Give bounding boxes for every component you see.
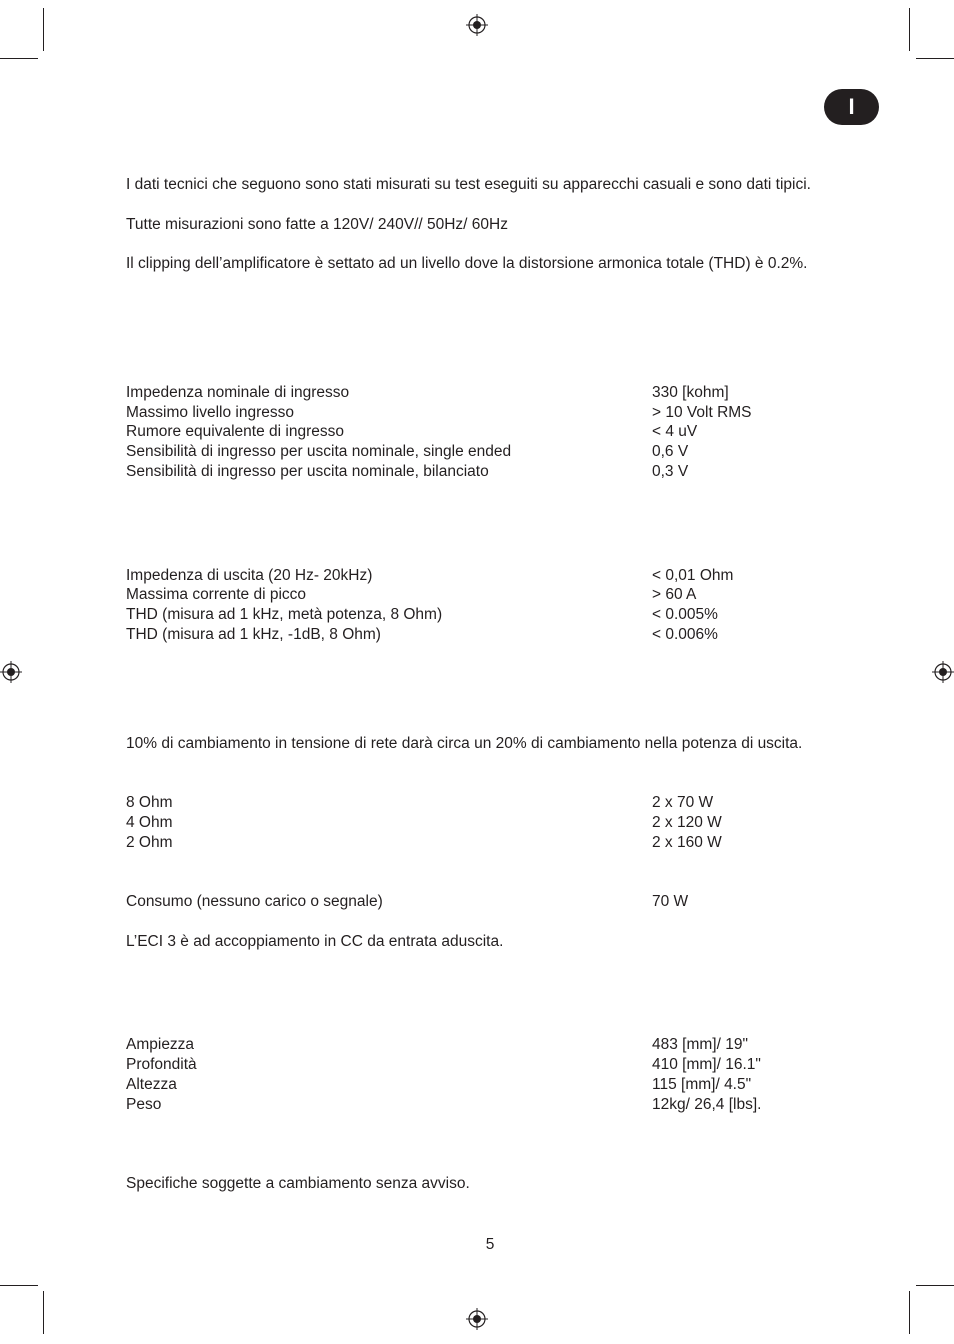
spec-value: > 10 Volt RMS <box>652 404 752 421</box>
dimension-row <box>126 1055 838 1075</box>
measurement-conditions: Tutte misurazioni sono fatte a 120V/ 240V// 50Hz/ 60Hz <box>126 216 508 233</box>
spec-label: Rumore equivalente di ingresso <box>126 423 344 440</box>
power-row <box>126 793 838 813</box>
power-variation-note: 10% di cambiamento in tensione di rete darà circa un 20% di cambiamento nella potenza di uscita. <box>126 735 803 752</box>
crop-mark-top-right-horizontal <box>916 58 954 59</box>
crop-mark-bottom-left-vertical <box>43 1291 44 1334</box>
power-value: 2 x 120 W <box>652 814 722 831</box>
spec-row <box>126 422 838 442</box>
page-number: 5 <box>485 1236 495 1253</box>
spec-row <box>126 462 838 482</box>
power-value: 2 x 160 W <box>652 834 722 851</box>
spec-row <box>126 442 838 462</box>
load-label: 8 Ohm <box>126 794 173 811</box>
spec-value: 0,3 V <box>652 463 689 480</box>
spec-label: Impedenza nominale di ingresso <box>126 384 350 401</box>
spec-row <box>126 585 838 605</box>
language-badge: I <box>824 89 879 125</box>
spec-value: > 60 A <box>652 586 697 603</box>
dimension-label: Ampiezza <box>126 1036 195 1053</box>
registration-mark-top-icon <box>466 14 488 36</box>
specifications-disclaimer: Specifiche soggette a cambiamento senza avviso. <box>126 1175 470 1192</box>
spec-value: < 4 uV <box>652 423 698 440</box>
spec-value: < 0,01 Ohm <box>652 567 734 584</box>
dimension-label: Profondità <box>126 1056 197 1073</box>
intro-paragraph: I dati tecnici che seguono sono stati misurati su test eseguiti su apparecchi casuali e sono dati tipici. <box>126 176 811 193</box>
crop-mark-bottom-right-horizontal <box>916 1285 954 1286</box>
spec-row <box>126 403 838 423</box>
dimension-row <box>126 1035 838 1055</box>
crop-mark-top-right-vertical <box>909 8 910 51</box>
power-row <box>126 813 838 833</box>
spec-label: Massima corrente di picco <box>126 586 307 603</box>
dimension-value: 12kg/ 26,4 [lbs]. <box>652 1096 762 1113</box>
consumption-label: Consumo (nessuno carico o segnale) <box>126 893 383 910</box>
crop-mark-top-left-horizontal <box>0 58 38 59</box>
power-value: 2 x 70 W <box>652 794 714 811</box>
spec-label: Massimo livello ingresso <box>126 404 294 421</box>
spec-value: < 0.006% <box>652 626 718 643</box>
spec-label: Sensibilità di ingresso per uscita nominale, bilanciato <box>126 463 489 480</box>
registration-mark-left-icon <box>0 661 22 683</box>
dimension-value: 115 [mm]/ 4.5" <box>652 1076 752 1093</box>
consumption-value: 70 W <box>652 893 689 910</box>
clipping-paragraph: Il clipping dell’amplificatore è settato ad un livello dove la distorsione armonica totale (THD) è 0.2%. <box>126 255 808 272</box>
coupling-note: L’ECI 3 è ad accoppiamento in CC da entrata aduscita. <box>126 933 504 950</box>
dimension-label: Peso <box>126 1096 162 1113</box>
dimension-row <box>126 1095 838 1115</box>
spec-row <box>126 605 838 625</box>
crop-mark-top-left-vertical <box>43 8 44 51</box>
spec-row <box>126 625 838 645</box>
dimension-label: Altezza <box>126 1076 177 1093</box>
registration-mark-right-icon <box>932 661 954 683</box>
dimension-row <box>126 1075 838 1095</box>
registration-mark-bottom-icon <box>466 1308 488 1330</box>
power-row <box>126 833 838 853</box>
dimension-value: 410 [mm]/ 16.1" <box>652 1056 761 1073</box>
load-label: 4 Ohm <box>126 814 173 831</box>
spec-row <box>126 566 838 586</box>
crop-mark-bottom-right-vertical <box>909 1291 910 1334</box>
dimension-value: 483 [mm]/ 19" <box>652 1036 748 1053</box>
consumption-row <box>126 892 838 912</box>
spec-row <box>126 383 838 403</box>
crop-mark-bottom-left-horizontal <box>0 1285 38 1286</box>
spec-value: 0,6 V <box>652 443 689 460</box>
spec-label: THD (misura ad 1 kHz, -1dB, 8 Ohm) <box>126 626 381 643</box>
spec-value: 330 [kohm] <box>652 384 729 401</box>
spec-label: THD (misura ad 1 kHz, metà potenza, 8 Ohm) <box>126 606 443 623</box>
spec-value: < 0.005% <box>652 606 718 623</box>
spec-label: Impedenza di uscita (20 Hz- 20kHz) <box>126 567 373 584</box>
load-label: 2 Ohm <box>126 834 173 851</box>
spec-label: Sensibilità di ingresso per uscita nominale, single ended <box>126 443 512 460</box>
